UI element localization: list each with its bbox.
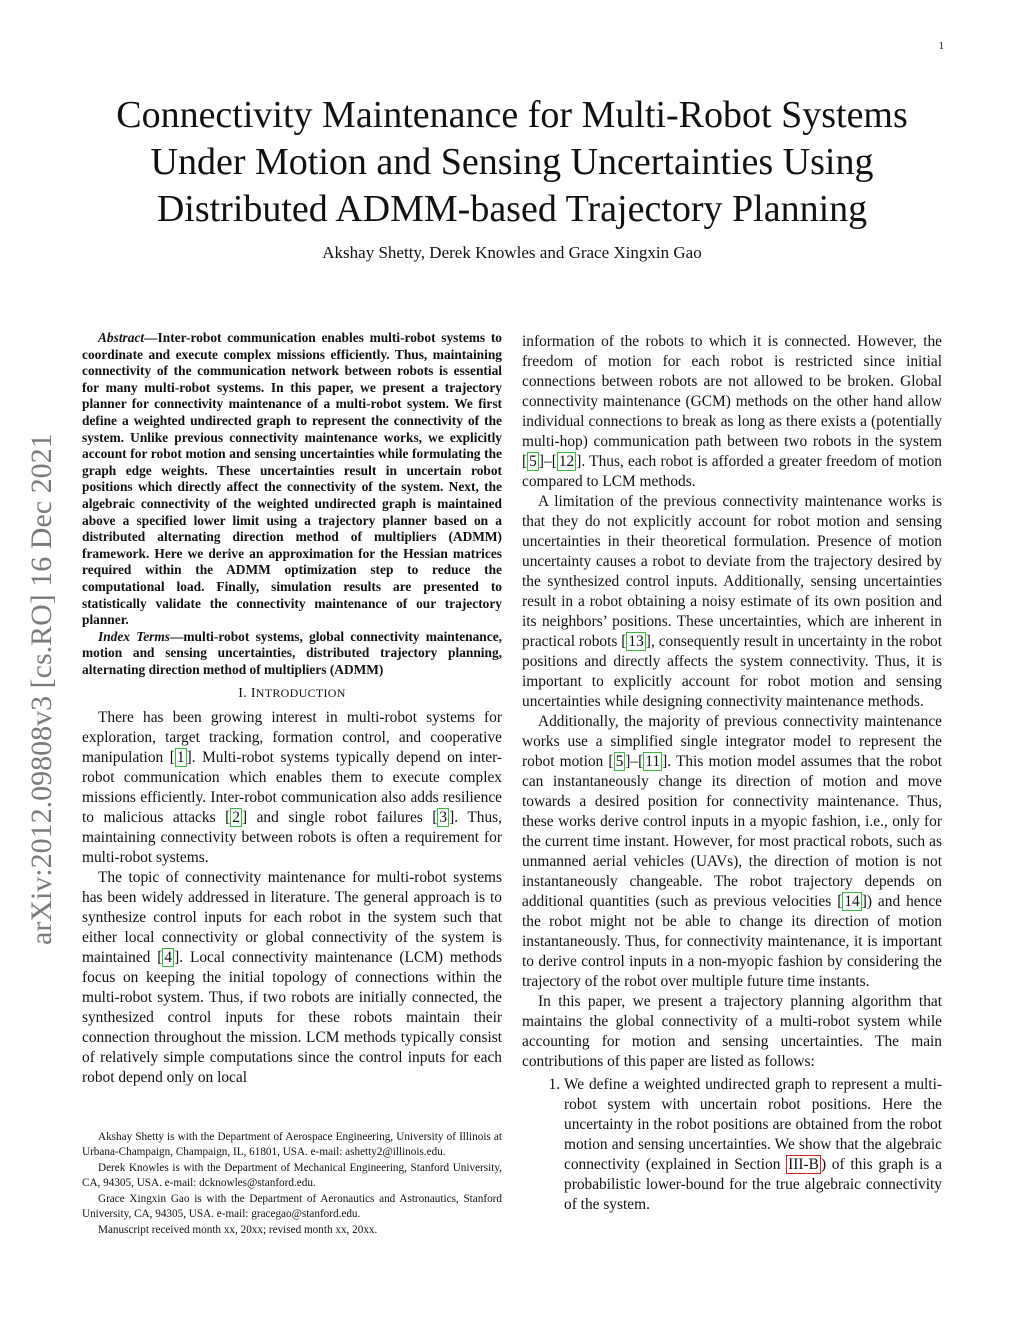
footnote-author-2: Derek Knowles is with the Department of Mechanical Engineering, Stanford University, CA, 94305, USA. e-mail: dcknowles@stanford.edu. — [82, 1162, 502, 1189]
author-list: Akshay Shetty, Derek Knowles and Grace Xingxin Gao — [322, 243, 702, 262]
citation-link[interactable]: 5 — [529, 453, 537, 470]
index-terms-text: —multi-robot systems, global connectivity maintenance, motion and sensing uncertainties, distributed trajectory planning, alternating direction method of multipliers (ADMM) — [82, 628, 502, 677]
intro-paragraph-3: A limitation of the previous connectivity maintenance works is that they do not explicitly account for robot motion and sensing uncertainties in their theoretical formulation. Presence of motion uncertainty causes a robot to deviate from the trajectory desired by the synthesized control inputs. Additionally, sensing uncertainties result in a robot obtaining a noisy estimate of its own position and its neighbors’ positions. These uncertainties, which are inherent in practical robots [ 13 ], consequently result in uncertainty in the robot positions and directly affects the system connectivity. Thus, it is important to explicitly account for robot motion and sensing uncertainties while designing connectivity maintenance methods. — [522, 493, 942, 710]
section-reference-link[interactable]: III-B — [788, 1156, 819, 1173]
intro-paragraph-2: The topic of connectivity maintenance for multi-robot systems has been widely addressed in literature. The general approach is to synthesize control inputs for each robot in the system such that either local connectivity or global connectivity of the system is maintained [ 4 ]. Local connectivity maintenance (LCM) methods focus on keeping the initial topology of connections within the multi-robot system. Thus, if two robots are initially connected, the synthesized control inputs for these robots maintain their connection throughout the mission. LCM methods typically consist of relatively simple computations since the control inputs for each robot depend only on local — [82, 869, 503, 1087]
citation-link[interactable]: 2 — [232, 809, 240, 827]
intro-paragraph-2-continued: information of the robots to which it is connected. However, the freedom of motion for each robot is restricted since initial connections between robots are not allowed to be broken. Global connectivity maintenance (GCM) methods on the other hand allow individual connections to break as long as there exists a (potentially multi-hop) communication path between two robots in the system [ 5 ]–[ 12 ]. Thus, each robot is afforded a greater freedom of motion compared to LCM methods. — [522, 333, 942, 490]
footnotes — [82, 1130, 502, 1240]
index-terms-label: Index Terms — [98, 628, 170, 644]
citation-link[interactable]: 3 — [439, 809, 448, 827]
section-heading-introduction: I. INTRODUCTION — [238, 686, 346, 702]
footnote-manuscript: Manuscript received month xx, 20xx; revised month xx, 20xx. — [98, 1224, 378, 1236]
intro-paragraph-1: There has been growing interest in multi-robot systems for exploration, target tracking, formation control, and cooperative manipulation [ 1 ]. Multi-robot systems typically depend on inter-robot communication which enables them to execute complex missions efficiently. Inter-robot communication also adds resilience to malicious attacks [ 2 ] and single robot failures [ 3 ]. Thus, maintaining connectivity between robots is often a requirement for multi-robot systems. — [82, 709, 503, 867]
citation-link[interactable]: 11 — [645, 753, 661, 770]
footnote-author-3: Grace Xingxin Gao is with the Department of Aeronautics and Astronautics, Stanford University, CA, 94305, USA. e-mail: gracegao@stanford.edu. — [82, 1193, 502, 1220]
abstract — [82, 330, 502, 629]
citation-link[interactable]: 1 — [176, 749, 185, 767]
contribution-item: 1. We define a weighted undirected graph to represent a multi-robot system with uncertain robot positions. Here the uncertainty in the robot positions are obtained from the robot motion and sensing uncertainties. We show that the algebraic connectivity (explained in Section III-B ) of this graph is a probabilistic lower-bound for the true algebraic connectivity of the system. — [564, 1075, 942, 1215]
citation-link[interactable]: 4 — [164, 949, 173, 967]
citation-link[interactable]: 14 — [844, 893, 860, 910]
left-column — [82, 330, 502, 1088]
intro-paragraph-5: In this paper, we present a trajectory planning algorithm that maintains the global connectivity of a multi-robot system while accounting for motion and sensing uncertainties. The main contributions of this paper are listed as follows: — [522, 993, 942, 1070]
paper-title: Connectivity Maintenance for Multi-Robot Systems Under Motion and Sensing Uncertainties Using Distributed ADMM-based Trajectory Planning — [116, 94, 908, 230]
footnote-author-1: Akshay Shetty is with the Department of Aerospace Engineering, University of Illinois at Urbana-Champaign, Champaign, IL, 61801, USA. e-mail: ashetty2@illinois.edu. — [82, 1131, 502, 1158]
citation-link[interactable]: 12 — [558, 453, 575, 470]
page-number: 1 — [938, 40, 944, 52]
intro-paragraph-4: Additionally, the majority of previous connectivity maintenance works use a simplified single integrator model to represent the robot motion [ 5 ]–[ 11 ]. This motion model assumes that the robot can instantaneously change its direction of motion and move towards a desired position for connectivity maintenance. Thus, these works derive control inputs in a myopic fashion, i.e., only for the current time instant. However, for most practical robots, such as unmanned aerial vehicles (UAVs), the direction of motion is not instantaneously changeable. The robot trajectory depends on additional quantities (such as previous velocities [ 14 ]) and hence the robot might not be able to change its direction of motion instantaneously. Thus, for connectivity maintenance, it is important to derive control inputs in a non-myopic fashion by considering the trajectory of the robot over multiple future time instants. — [522, 713, 943, 990]
abstract-label: Abstract — [98, 330, 145, 345]
right-column — [522, 332, 942, 1215]
citation-link[interactable]: 5 — [615, 753, 624, 770]
abstract-text: —Inter-robot communication enables multi-robot systems to coordinate and execute complex missions efficiently. Thus, maintaining connectivity of the communication network between robots is essential for many multi-robot systems. In this paper, we present a trajectory planner for connectivity maintenance of a multi-robot system. We first define a weighted undirected graph to represent the connectivity of the system. Unlike previous connectivity maintenance works, we explicitly account for robot motion and sensing uncertainties while formulating the graph edge weights. These uncertainties result in uncertain robot positions which directly affect the connectivity of the system. Next, the algebraic connectivity of the weighted undirected graph is maintained above a specified lower limit using a trajectory planner based on a distributed alternating direction method of multipliers (ADMM) framework. Here we derive an approximation for the Hessian matrices required within the ADMM optimization step to reduce the computational load. Finally, simulation results are presented to statistically validate the connectivity maintenance of our trajectory planner. — [82, 330, 502, 628]
citation-link[interactable]: 13 — [628, 633, 644, 650]
contributions-list — [522, 1075, 942, 1215]
arxiv-identifier: arXiv:2012.09808v3 [cs.RO] 16 Dec 2021 — [25, 433, 58, 945]
index-terms — [82, 629, 502, 679]
